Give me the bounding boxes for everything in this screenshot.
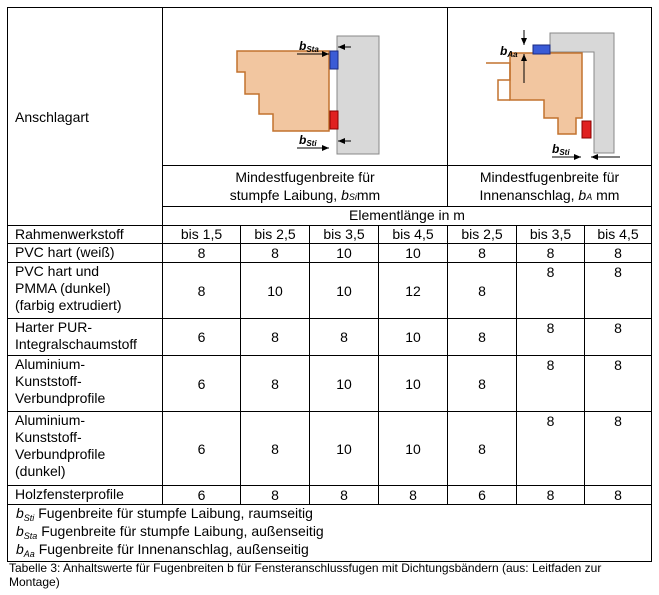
anschlagart-label: Anschlagart bbox=[15, 109, 89, 125]
frame-outline bbox=[486, 63, 510, 100]
table-cell: 8 bbox=[614, 357, 622, 373]
seal-outer-blue bbox=[330, 51, 338, 69]
rule bbox=[7, 355, 652, 356]
row-label: Kunststoff- bbox=[15, 429, 82, 445]
table-cell: 8 bbox=[614, 413, 622, 429]
arrowhead bbox=[591, 154, 598, 160]
table-cell: 8 bbox=[546, 487, 555, 503]
length-header: bis 1,5 bbox=[180, 226, 223, 242]
length-header: bis 2,5 bbox=[254, 226, 296, 242]
table-cell: 8 bbox=[478, 245, 486, 261]
table-cell: 8 bbox=[614, 245, 622, 261]
stumpfe-laibung-diagram bbox=[163, 8, 447, 165]
symbol-b: b bbox=[341, 187, 349, 203]
table-cell: 10 bbox=[336, 441, 352, 457]
row-label: Integralschaumstoff bbox=[15, 336, 137, 352]
table-cell: 6 bbox=[478, 487, 486, 503]
row-label: (dunkel) bbox=[15, 463, 66, 479]
table-border-right bbox=[651, 7, 652, 561]
rule bbox=[309, 225, 310, 504]
table-cell: 8 bbox=[546, 320, 555, 336]
table-cell: 8 bbox=[340, 487, 348, 503]
legend-text: Fugenbreite für stumpfe Laibung, außenseitig bbox=[37, 523, 324, 539]
table-cell: 8 bbox=[614, 264, 622, 280]
legend-item bbox=[16, 541, 309, 560]
length-header: bis 3,5 bbox=[323, 226, 365, 242]
bsti-label: bSti bbox=[552, 142, 570, 157]
table-cell: 8 bbox=[546, 413, 555, 429]
table-cell: 8 bbox=[478, 376, 486, 392]
length-header: bis 4,5 bbox=[392, 226, 434, 242]
arrowhead bbox=[322, 145, 329, 151]
row-label: Kunststoff- bbox=[15, 373, 82, 389]
row-label: PMMA (dunkel) bbox=[15, 280, 111, 296]
table-cell: 8 bbox=[197, 245, 206, 261]
bsta-label: bSta bbox=[299, 39, 319, 54]
legend-subscript: Sta bbox=[23, 531, 38, 541]
row-label: Aluminium- bbox=[15, 356, 86, 372]
rule bbox=[162, 165, 652, 166]
table-cell: 10 bbox=[336, 376, 352, 392]
innen-header-line2 bbox=[448, 187, 651, 206]
legend-subscript: Sti bbox=[23, 513, 35, 523]
legend-symbol: b bbox=[16, 523, 24, 539]
table-cell: 8 bbox=[409, 487, 417, 503]
fugenbreiten-table bbox=[7, 7, 652, 562]
table-cell: 8 bbox=[271, 487, 279, 503]
legend-text: Fugenbreite für stumpfe Laibung, raumseitig bbox=[34, 505, 313, 521]
table-cell: 10 bbox=[405, 329, 421, 345]
symbol-subscript: A bbox=[586, 192, 593, 202]
bsti-label: bSti bbox=[299, 133, 317, 148]
table-cell: 6 bbox=[197, 376, 206, 392]
arrowhead bbox=[521, 38, 527, 45]
stumpf-header-text: stumpfe Laibung, bbox=[229, 187, 342, 203]
row-label: Verbundprofile bbox=[15, 446, 106, 462]
table-cell: 10 bbox=[405, 441, 421, 457]
table-cell: 10 bbox=[336, 245, 352, 261]
legend-symbol: b bbox=[16, 505, 24, 521]
length-header: bis 4,5 bbox=[597, 226, 639, 242]
table-cell: 8 bbox=[271, 329, 279, 345]
row-label: Verbundprofile bbox=[15, 390, 106, 406]
arrowhead bbox=[574, 154, 581, 160]
legend-item bbox=[16, 505, 313, 524]
stumpf-header-line1: Mindestfugenbreite für bbox=[235, 169, 375, 185]
baa-label: bAa bbox=[500, 44, 518, 59]
table-cell: 10 bbox=[336, 283, 352, 299]
length-header: bis 3,5 bbox=[529, 226, 572, 242]
rahmenwerkstoff-header: Rahmenwerkstoff bbox=[15, 226, 124, 242]
table-cell: 8 bbox=[271, 245, 279, 261]
table-cell: 10 bbox=[267, 283, 283, 299]
table-cell: 8 bbox=[271, 376, 279, 392]
legend-item bbox=[16, 523, 324, 542]
table-cell: 8 bbox=[271, 441, 279, 457]
table-cell: 8 bbox=[546, 264, 555, 280]
innenanschlag-diagram bbox=[448, 8, 651, 165]
elementlaenge-header: Elementlänge in m bbox=[349, 207, 465, 223]
table-cell: 8 bbox=[478, 441, 486, 457]
table-border-left bbox=[7, 7, 8, 561]
table-cell: 8 bbox=[197, 283, 206, 299]
row-label: Holzfensterprofile bbox=[15, 486, 124, 502]
table-cell: 8 bbox=[546, 357, 555, 373]
rule bbox=[7, 318, 652, 319]
table-cell: 8 bbox=[478, 283, 486, 299]
table-cell: 6 bbox=[197, 329, 206, 345]
row-label: PVC hart (weiß) bbox=[15, 244, 115, 260]
table-cell: 8 bbox=[614, 320, 622, 336]
table-caption: Tabelle 3: Anhaltswerte für Fugenbreiten b für Fensteranschlussfugen mit Dichtungsbändern (aus: Leitfaden zur Montage) bbox=[9, 561, 602, 589]
symbol-b: b bbox=[578, 187, 587, 203]
table-cell: 8 bbox=[478, 329, 486, 345]
rule bbox=[447, 225, 448, 504]
table-cell: 10 bbox=[405, 376, 421, 392]
rule bbox=[7, 411, 652, 412]
row-label: (farbig extrudiert) bbox=[15, 297, 122, 313]
seal-inner-red bbox=[582, 121, 591, 138]
legend-subscript: Aa bbox=[23, 549, 35, 559]
table-cell: 10 bbox=[405, 245, 421, 261]
row-label: Harter PUR- bbox=[15, 319, 93, 335]
stumpf-header-line2 bbox=[163, 187, 447, 206]
table-cell: 6 bbox=[197, 441, 206, 457]
unit: mm bbox=[592, 187, 620, 203]
length-header: bis 2,5 bbox=[461, 226, 503, 242]
unit: mm bbox=[356, 187, 381, 203]
legend-text: Fugenbreite für Innenanschlag, außenseitig bbox=[34, 541, 309, 557]
table-cell: 8 bbox=[546, 245, 555, 261]
table-cell: 6 bbox=[197, 487, 206, 503]
row-label: Aluminium- bbox=[15, 412, 86, 428]
table-cell: 12 bbox=[405, 283, 421, 299]
seal-inner-red bbox=[330, 111, 338, 129]
innen-header-text: Innenanschlag, bbox=[479, 187, 579, 203]
wall-shape bbox=[337, 36, 379, 154]
window-frame-shape bbox=[237, 51, 329, 131]
table-cell: 8 bbox=[614, 487, 622, 503]
window-frame-shape bbox=[510, 53, 582, 134]
innen-header-line1: Mindestfugenbreite für bbox=[479, 169, 620, 185]
rule bbox=[7, 262, 652, 263]
rule bbox=[240, 225, 241, 504]
seal-outer-blue bbox=[533, 45, 550, 54]
legend-symbol: b bbox=[16, 541, 24, 557]
table-cell: 8 bbox=[340, 329, 348, 345]
rule bbox=[378, 225, 379, 504]
row-label: PVC hart und bbox=[15, 263, 100, 279]
symbol-subscript: Si bbox=[348, 192, 357, 202]
